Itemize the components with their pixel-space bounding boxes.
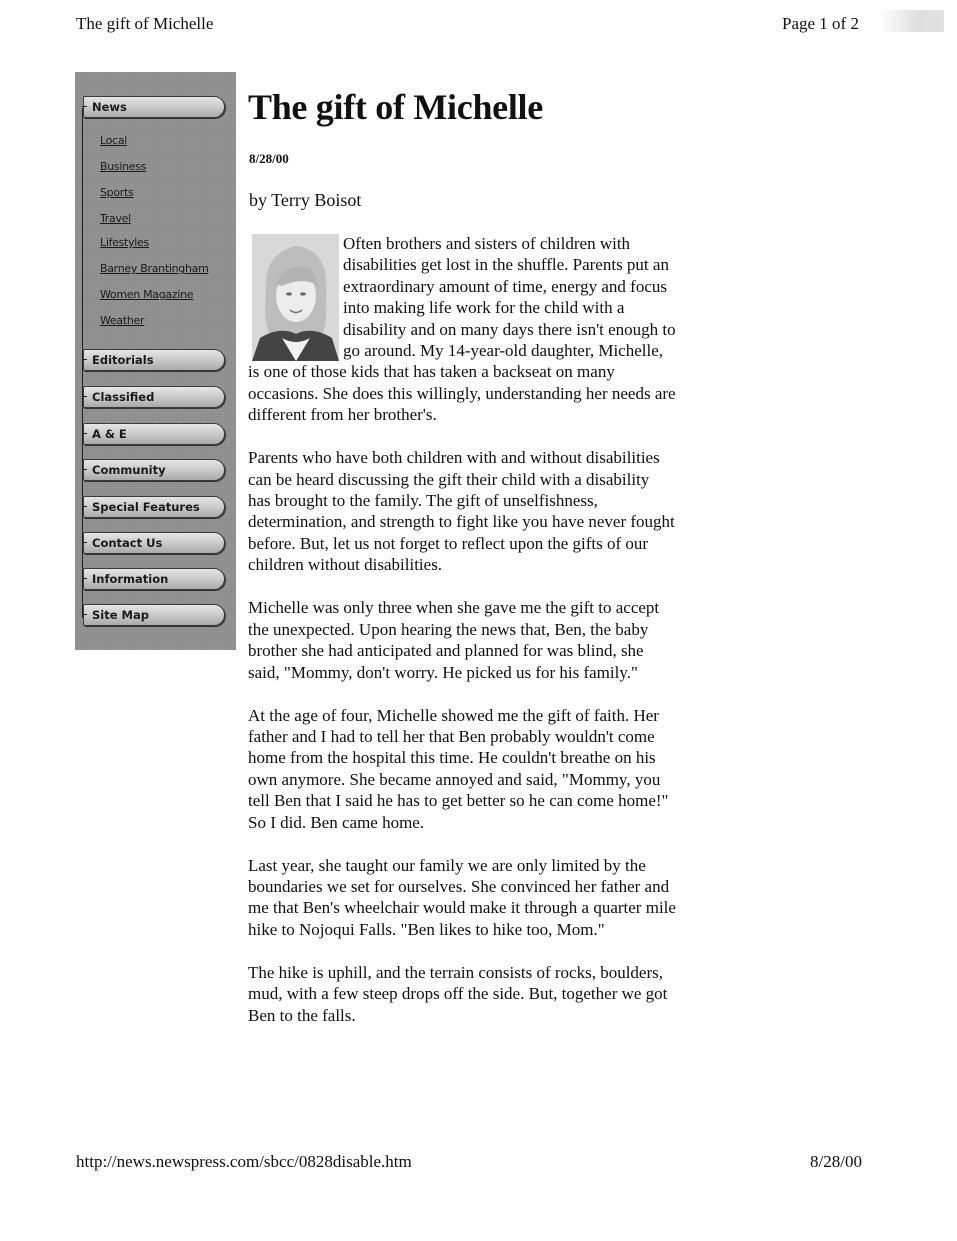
article-paragraph: Michelle was only three when she gave me the gift to accept the unexpected. Upon hearing the news that, Ben, the baby brother she had anticipated and planned for was blind, she said, "Mommy, don't worry. He picked us for his family.": [248, 598, 660, 682]
nav-link-local[interactable]: Local: [100, 134, 128, 147]
nav-button-special-features[interactable]: Special Features: [83, 496, 225, 518]
nav-link-sports[interactable]: Sports: [100, 186, 134, 199]
print-footer-url: http://news.newspress.com/sbcc/0828disable.htm: [76, 1152, 412, 1171]
article-paragraph: The hike is uphill, and the terrain consists of rocks, boulders, mud, with a few steep drops off the side. But, together we got Ben to the falls.: [248, 962, 668, 1025]
article-title: The gift of Michelle: [248, 87, 543, 127]
nav-link-women-magazine[interactable]: Women Magazine: [100, 288, 194, 301]
nav-link-lifestyles[interactable]: Lifestyles: [100, 236, 149, 249]
article-date: 8/28/00: [249, 151, 289, 166]
nav-link-barney-brantingham[interactable]: Barney Brantingham: [100, 262, 209, 275]
scan-artifact: [880, 10, 944, 32]
article-body: [248, 233, 676, 1048]
nav-link-business[interactable]: Business: [100, 160, 147, 173]
nav-button-a-and-e[interactable]: A & E: [83, 423, 225, 445]
article-paragraph: At the age of four, Michelle showed me the gift of faith. Her father and I had to tell her that Ben probably wouldn't come home from the hospital this time. He couldn't breathe on his own anymore. She became annoyed and said, "Mommy, you tell Ben that I said he has to get better so he can come home!" So I did. Ben came home.: [248, 705, 669, 832]
article-paragraph: Parents who have both children with and without disabilities can be heard discussing the gift their child with a disability has brought to the family. The gift of unselfishness, determination, and strength to fight like you have never fought before. But, let us not forget to reflect upon the gifts of our children without disabilities.: [248, 448, 675, 575]
nav-button-contact-us[interactable]: Contact Us: [83, 532, 225, 554]
print-header-title: The gift of Michelle: [76, 14, 214, 33]
print-footer-date: 8/28/00: [810, 1152, 862, 1171]
nav-button-editorials[interactable]: Editorials: [83, 349, 225, 371]
article-byline: by Terry Boisot: [249, 190, 362, 210]
nav-button-community[interactable]: Community: [83, 459, 225, 481]
nav-button-information[interactable]: Information: [83, 568, 225, 590]
nav-button-site-map[interactable]: Site Map: [83, 604, 225, 626]
nav-link-weather[interactable]: Weather: [100, 314, 145, 327]
photo-float-spacer: [248, 233, 343, 359]
sidebar-nav: [75, 72, 236, 650]
nav-button-news[interactable]: News: [83, 96, 225, 118]
nav-button-classified[interactable]: Classified: [83, 386, 225, 408]
nav-link-travel[interactable]: Travel: [100, 212, 131, 225]
article-paragraph: Often brothers and sisters of children with disabilities get lost in the shuffle. Parents put an extraordinary amount of time, energy and focus into making life work for the child with a disability and on many days there isn't enough to go around. My 14-year-old daughter, Michelle, is one of those kids that has taken a backseat on many occasions. She does this willingly, understanding her needs are different from her brother's.: [248, 234, 676, 425]
print-header-page: Page 1 of 2: [782, 14, 859, 33]
article-paragraph: Last year, she taught our family we are only limited by the boundaries we set for ourselves. She convinced her father and me that Ben's wheelchair would make it through a quarter mile hike to Nojoqui Falls. "Ben likes to hike too, Mom.": [248, 855, 676, 939]
